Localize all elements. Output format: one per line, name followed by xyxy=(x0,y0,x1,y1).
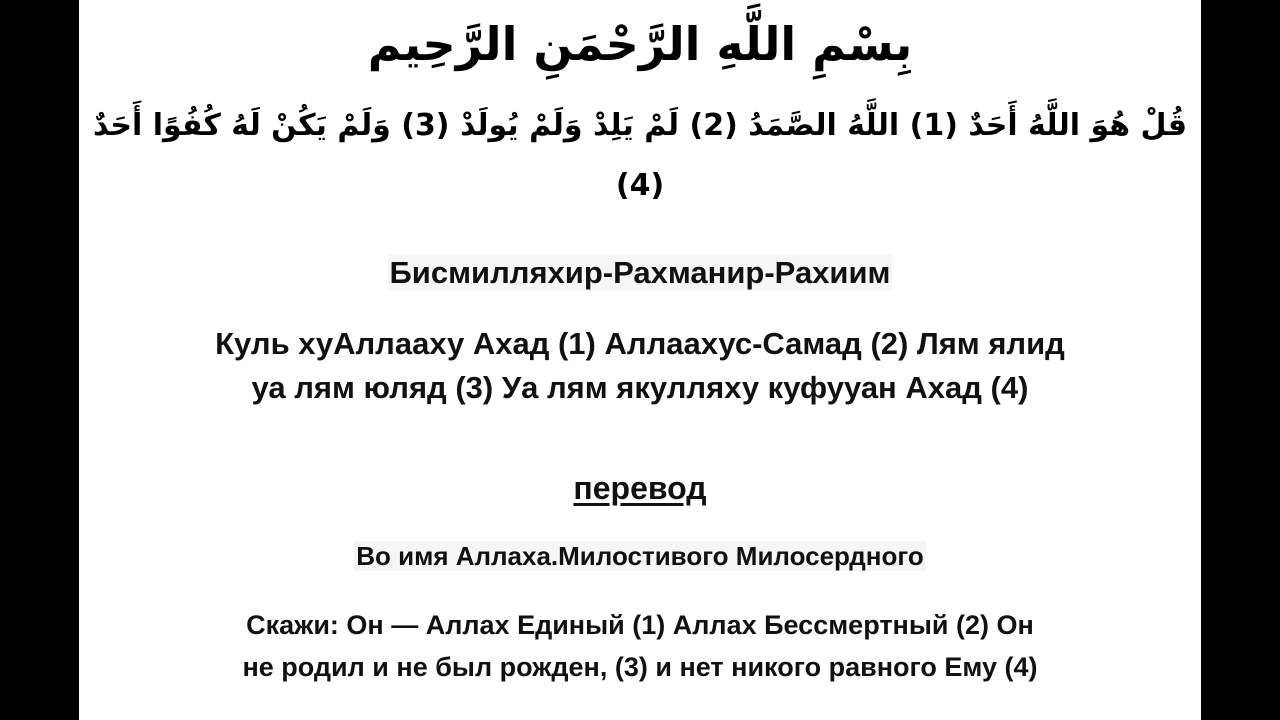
translation-body xyxy=(79,604,1201,688)
translation-line-1: Скажи: Он — Аллах Единый (1) Аллах Бессмертный (2) Он xyxy=(246,610,1034,640)
translation-heading: перевод xyxy=(573,470,707,506)
translation-title xyxy=(79,536,1201,576)
transliteration-title-text: Бисмилляхир-Рахманир-Рахиим xyxy=(389,255,891,290)
transliteration-title xyxy=(79,248,1201,298)
transliteration-body xyxy=(79,322,1201,410)
transliteration-line-1: Куль хуАллааху Ахад (1) Аллаахус-Самад (2) Лям ялид xyxy=(215,326,1065,361)
arabic-surah-text: قُلْ هُوَ اللَّهُ أَحَدٌ (1) اللَّهُ الصَّمَدُ (2) لَمْ يَلِدْ وَلَمْ يُولَدْ (3) وَلَمْ يَكُنْ لَهُ كُفُوًا أَحَدٌ (4) xyxy=(93,108,1187,203)
arabic-basmala: بِسْمِ اللَّهِ الرَّحْمَنِ الرَّحِيم xyxy=(367,17,913,71)
translation-line-2: не родил и не был рожден, (3) и нет никого равного Ему (4) xyxy=(242,652,1038,682)
text-slide xyxy=(79,0,1201,720)
translation-title-text: Во имя Аллаха.Милостивого Милосердного xyxy=(356,541,924,571)
transliteration-line-2: уа лям юляд (3) Уа лям якулляху куфууан Ахад (4) xyxy=(251,370,1029,405)
